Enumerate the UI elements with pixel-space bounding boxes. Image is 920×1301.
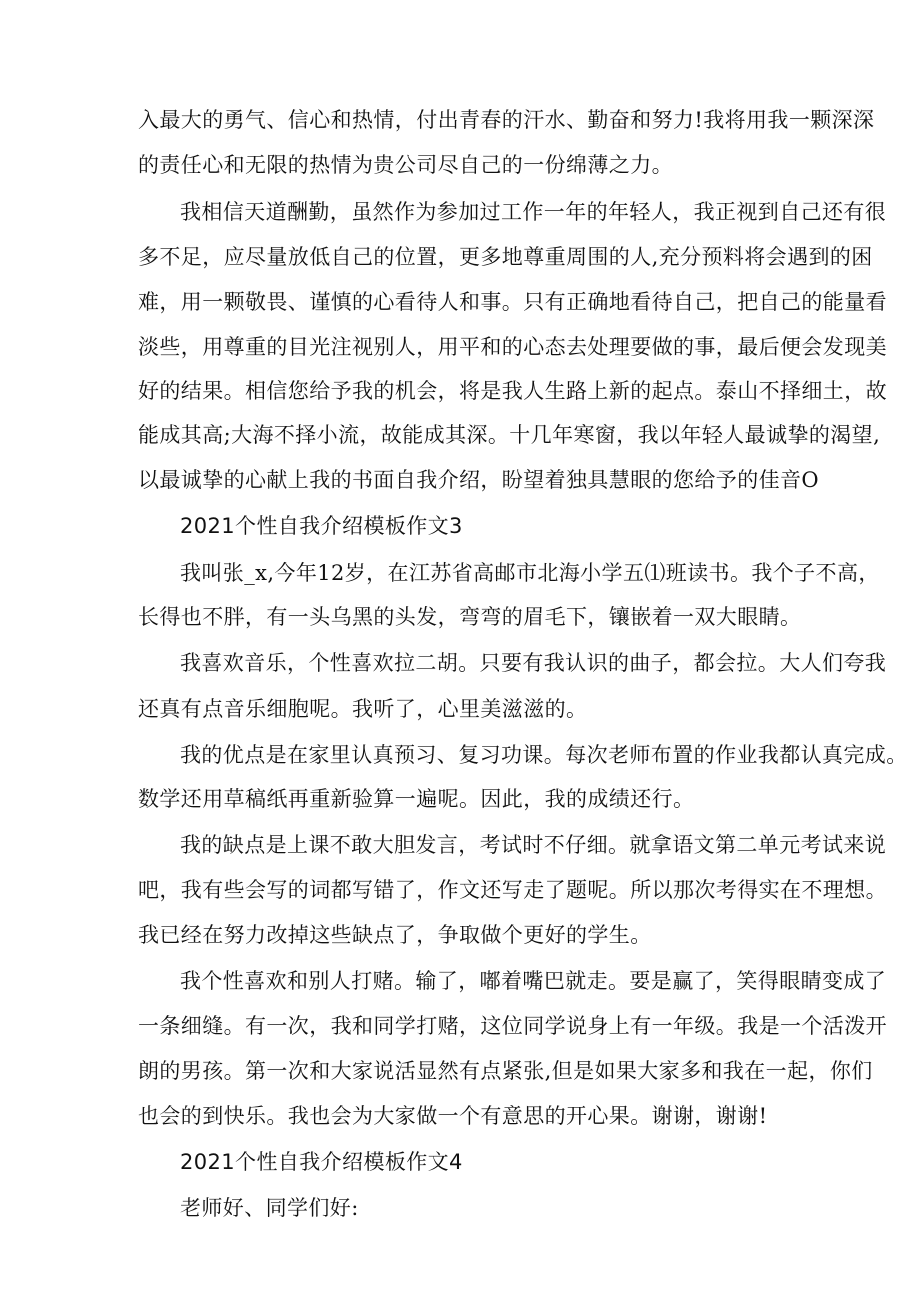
paragraph-line: 的责任心和无限的热情为贵公司尽自己的一份绵薄之力。 <box>138 153 673 177</box>
paragraph-line: 一条细缝。有一次，我和同学打赌，这位同学说身上有一年级。我是一个活泼开 <box>138 1014 887 1038</box>
paragraph-line: 我的缺点是上课不敢大胆发言，考试时不仔细。就拿语文第二单元考试来说 <box>180 833 887 857</box>
paragraph-line: 入最大的勇气、信心和热情，付出青春的汗水、勤奋和努力!我将用我一颗深深 <box>138 108 875 132</box>
paragraph-line: 吧，我有些会写的词都写错了，作文还写走了题呢。所以那次考得实在不理想。 <box>138 878 887 902</box>
paragraph-line: 长得也不胖，有一头乌黑的头发，弯弯的眉毛下，镶嵌着一双大眼睛。 <box>138 605 802 629</box>
paragraph-line: 能成其高;大海不择小流，故能成其深。十几年寒窗，我以年轻人最诚挚的渴望, <box>138 423 881 447</box>
paragraph-line: 以最诚挚的心献上我的书面自我介绍，盼望着独具慧眼的您给予的佳音O <box>138 468 820 492</box>
paragraph-line: 老师好、同学们好: <box>180 1196 359 1220</box>
paragraph-line: 我的优点是在家里认真预习、复习功课。每次老师布置的作业我都认真完成。 <box>180 743 908 767</box>
paragraph-line: 数学还用草稿纸再重新验算一遍呢。因此，我的成绩还行。 <box>138 787 695 811</box>
paragraph-line: 好的结果。相信您给予我的机会，将是我人生路上新的起点。泰山不择细土，故 <box>138 379 887 403</box>
section-heading: 2021个性自我介绍模板作文3 <box>180 514 463 538</box>
paragraph-line: 难，用一颗敬畏、谨慎的心看待人和事。只有正确地看待自己，把自己的能量看 <box>138 290 887 314</box>
paragraph-line: 我个性喜欢和别人打赌。输了，嘟着嘴巴就走。要是赢了，笑得眼睛变成了 <box>180 969 887 993</box>
paragraph-line: 淡些，用尊重的目光注视别人，用平和的心态去处理要做的事，最后便会发现美 <box>138 335 887 359</box>
paragraph-line: 朗的男孩。第一次和大家说活显然有点紧张,但是如果大家多和我在一起，你们 <box>138 1059 873 1083</box>
paragraph-line: 我相信天道酬勤，虽然作为参加过工作一年的年轻人，我正视到自己还有很 <box>180 200 887 224</box>
paragraph-line: 还真有点音乐细胞呢。我听了，心里美滋滋的。 <box>138 697 588 721</box>
paragraph-line: 我叫张_x,今年12岁，在江苏省高邮市北海小学五⑴班读书。我个子不高， <box>180 561 880 585</box>
paragraph-line: 多不足，应尽量放低自己的位置，更多地尊重周围的人,充分预料将会遇到的困 <box>138 245 873 269</box>
paragraph-line: 也会的到快乐。我也会为大家做一个有意思的开心果。谢谢，谢谢! <box>138 1104 768 1128</box>
section-heading: 2021个性自我介绍模板作文4 <box>180 1150 463 1174</box>
paragraph-line: 我已经在努力改掉这些缺点了，争取做个更好的学生。 <box>138 923 652 947</box>
paragraph-line: 我喜欢音乐，个性喜欢拉二胡。只要有我认识的曲子，都会拉。大人们夸我 <box>180 651 887 675</box>
